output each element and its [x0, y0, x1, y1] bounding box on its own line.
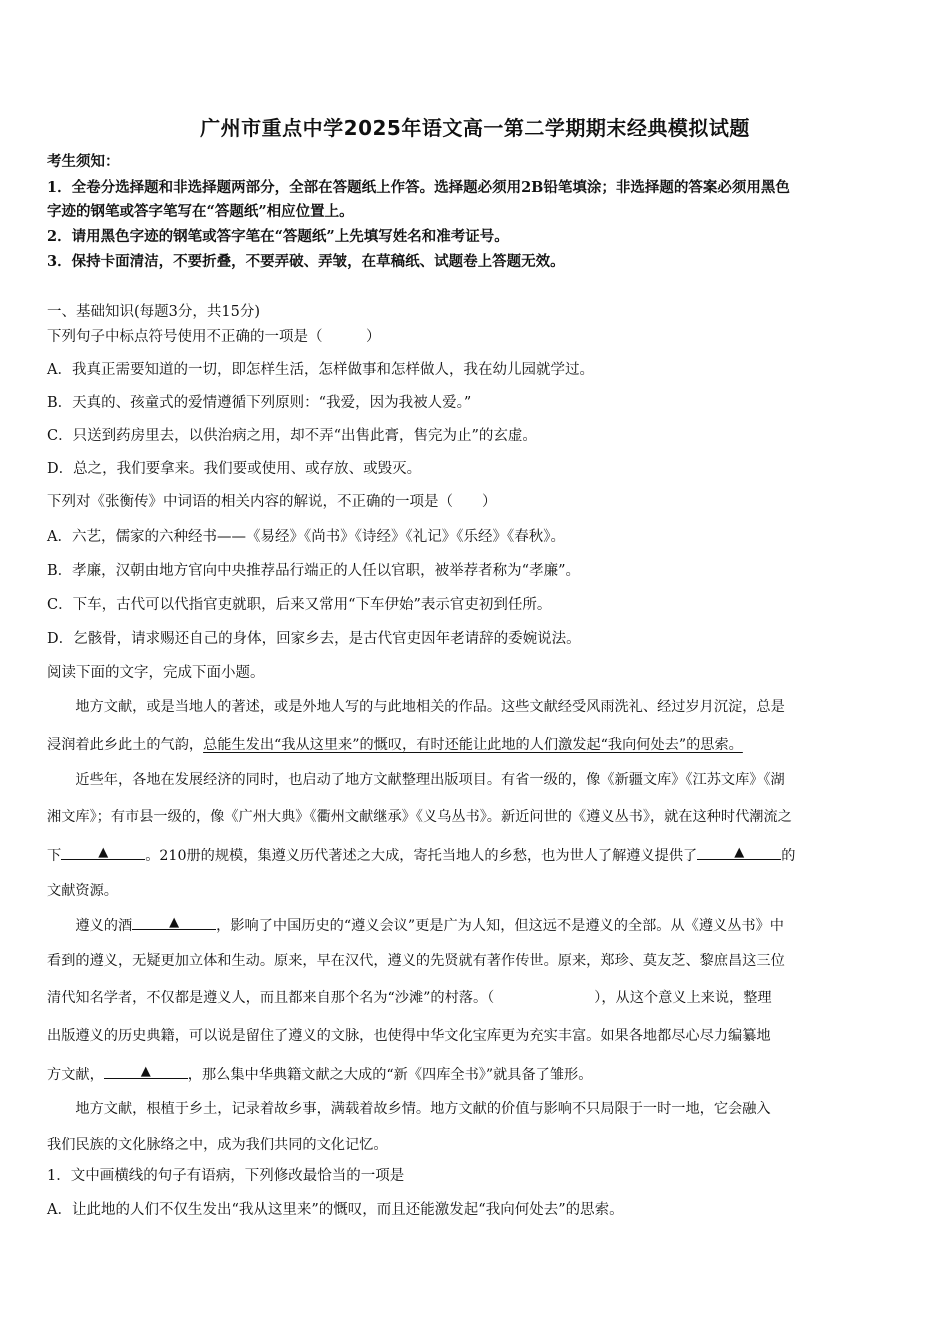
question-1-option-a: A．我真正需要知道的一切，即怎样生活，怎样做事和怎样做人，我在幼儿园就学过。 — [47, 362, 594, 378]
question-2-option-a: A．六艺，儒家的六种经书——《易经》《尚书》《诗经》《礼记》《乐经》《春秋》。 — [47, 529, 565, 545]
passage-p1-line-2 — [47, 734, 905, 754]
notice-heading: 考生须知： — [47, 153, 120, 170]
passage-text: 清代知名学者，不仅都是遵义人，而且都来自那个名为“沙滩”的村落。（ — [47, 990, 495, 1006]
section-heading: 一、基础知识(每题3分，共15分) — [47, 304, 260, 320]
question-1-option-d: D．总之，我们要拿来。我们要或使用、或存放、或毁灭。 — [47, 461, 422, 477]
passage-p3-line-2: 看到的遵义，无疑更加立体和生动。原来，早在汉代，遵义的先贤就有著作传世。原来，郑珍、莫友芝、黎庶昌这三位 — [47, 953, 785, 969]
question-2-stem: 下列对《张衡传》中词语的相关内容的解说，不正确的一项是（ ） — [47, 494, 497, 510]
reading-intro: 阅读下面的文字，完成下面小题。 — [47, 665, 265, 681]
passage-text: ），从这个意义上来说，整理 — [594, 990, 772, 1006]
reading-question-1-option-a: A．让此地的人们不仅生发出“我从这里来”的慨叹，而且还能激发起“我向何处去”的思索。 — [47, 1202, 624, 1218]
passage-text: 的 — [781, 848, 796, 864]
passage-p4-line-2: 我们民族的文化脉络之中，成为我们共同的文化记忆。 — [47, 1137, 388, 1153]
passage-p3-line-3 — [47, 987, 905, 1007]
notice-item-1-line-1: 1．全卷分选择题和非选择题两部分，全部在答题纸上作答。选择题必须用2B铅笔填涂；非选择题的答案必须用黑色 — [47, 179, 790, 196]
question-1-option-b: B．天真的、孩童式的爱情遵循下列原则：“我爱，因为我被人爱。” — [47, 395, 472, 411]
passage-text: ，影响了中国历史的“遵义会议”更是广为人知，但这远不是遵义的全部。从《遵义丛书》中 — [216, 918, 784, 934]
passage-p2-line-4: 文献资源。 — [47, 883, 118, 899]
passage-text: 。210册的规模，集遵义历代著述之大成，寄托当地人的乡愁，也为世人了解遵义提供了 — [145, 848, 698, 864]
fill-blank-3 — [132, 913, 216, 930]
passage-text: ，那么集中华典籍文献之大成的“新《四库全书》”就具备了雏形。 — [187, 1067, 593, 1083]
fill-blank-1 — [61, 843, 145, 860]
passage-p4-line-1: 地方文献，根植于乡土，记录着故乡事，满载着故乡情。地方文献的价值与影响不只局限于一时一地，它会融入 — [47, 1101, 771, 1117]
question-2-option-d: D．乞骸骨，请求赐还自己的身体，回家乡去，是古代官吏因年老请辞的委婉说法。 — [47, 631, 581, 647]
underlined-sentence: 总能生发出“我从这里来”的慨叹，有时还能让此地的人们激发起“我向何处去”的思索。 — [203, 737, 743, 753]
fill-blank-4 — [104, 1062, 188, 1079]
question-2-option-c: C．下车，古代可以代指官吏就职，后来又常用“下车伊始”表示官吏初到任所。 — [47, 597, 552, 613]
passage-p2-line-3 — [47, 843, 905, 865]
passage-p1-line-1: 地方文献，或是当地人的著述，或是外地人写的与此地相关的作品。这些文献经受风雨洗礼、经过岁月沉淀，总是 — [47, 699, 785, 715]
blank-marker: ▲ — [140, 1064, 151, 1079]
fill-blank-2 — [697, 843, 781, 860]
page-title: 广州市重点中学2025年语文高一第二学期期末经典模拟试题 — [200, 116, 750, 140]
question-1-option-c: C．只送到药房里去，以供治病之用，却不弄“出售此膏，售完为止”的玄虚。 — [47, 428, 537, 444]
passage-p2-line-2: 湘文库》；有市县一级的，像《广州大典》《衢州文献继承》《义乌丛书》。新近问世的《遵义丛书》，就在这种时代潮流之 — [47, 809, 792, 825]
notice-item-2: 2．请用黑色字迹的钢笔或答字笔在“答题纸”上先填写姓名和准考证号。 — [47, 228, 509, 245]
passage-p2-line-1: 近些年，各地在发展经济的同时，也启动了地方文献整理出版项目。有省一级的，像《新疆文库》《江苏文库》《湖 — [47, 772, 785, 788]
passage-p3-line-1 — [47, 913, 905, 935]
passage-text: 遵义的酒 — [47, 918, 133, 934]
blank-marker: ▲ — [169, 915, 180, 930]
notice-item-1-line-2: 字迹的钢笔或答字笔写在“答题纸”相应位置上。 — [47, 203, 354, 220]
passage-text: 浸润着此乡此土的气韵， — [47, 737, 204, 753]
question-2-option-b: B．孝廉，汉朝由地方官向中央推荐品行端正的人任以官职，被举荐者称为“孝廉”。 — [47, 563, 580, 579]
notice-item-3: 3．保持卡面清洁，不要折叠，不要弄破、弄皱，在草稿纸、试题卷上答题无效。 — [47, 253, 565, 270]
passage-p3-line-5 — [47, 1062, 905, 1084]
passage-p3-line-4: 出版遵义的历史典籍，可以说是留住了遵义的文脉，也使得中华文化宝库更为充实丰富。如果各地都尽心尽力编纂地 — [47, 1028, 771, 1044]
reading-question-1-stem: 1．文中画横线的句子有语病，下列修改最恰当的一项是 — [47, 1168, 405, 1184]
blank-marker: ▲ — [98, 845, 109, 860]
blank-marker: ▲ — [734, 845, 745, 860]
question-1-stem: 下列句子中标点符号使用不正确的一项是（ ） — [47, 329, 381, 345]
passage-text: 方文献， — [47, 1067, 104, 1083]
passage-text: 下 — [47, 848, 62, 864]
